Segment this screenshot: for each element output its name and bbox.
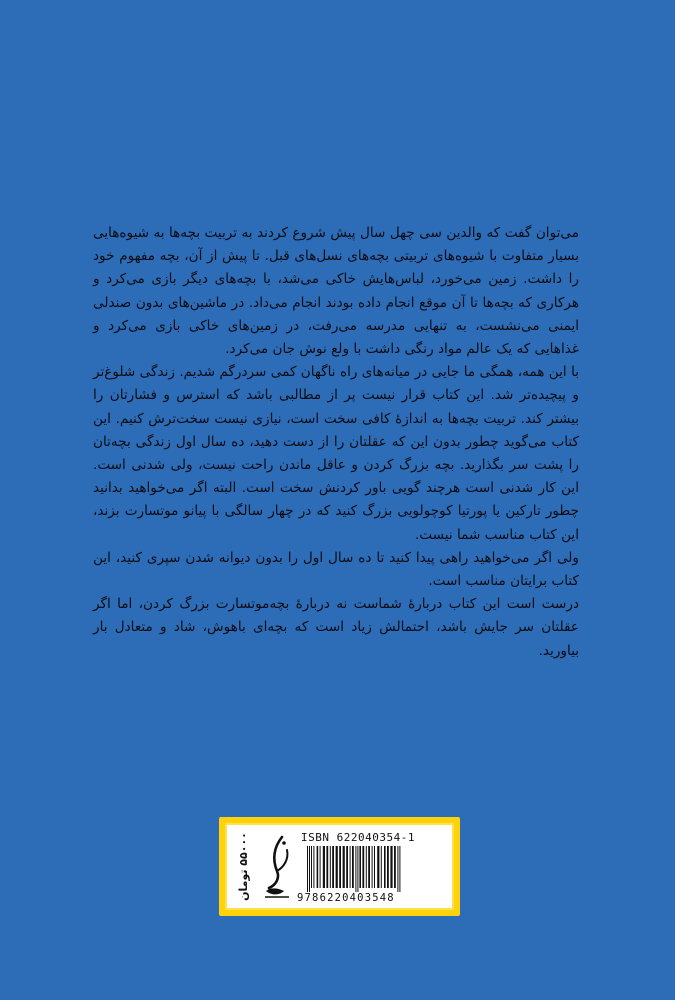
- price-barcode-sticker: [219, 817, 460, 916]
- barcode-bar: [384, 846, 386, 888]
- barcode-bar: [368, 846, 370, 888]
- barcode-bar: [313, 846, 314, 888]
- blurb-paragraph-3: ولی اگر می‌خواهید راهی پیدا کنید تا ده سال اول را بدون دیوانه شدن سپری کنید، این کتاب برایتان مناسب است.: [93, 549, 579, 590]
- barcode-bar: [350, 846, 351, 888]
- barcode-bar: [359, 846, 361, 888]
- price-label: [227, 825, 259, 908]
- isbn-label: ISBN 622040354-1: [301, 831, 415, 844]
- publisher-logo-icon: [260, 833, 294, 903]
- barcode-bar: [381, 846, 382, 888]
- barcode-bar: [366, 846, 367, 888]
- barcode-bar: [390, 846, 392, 888]
- barcode-bar: [309, 846, 310, 892]
- barcode-bar: [317, 846, 319, 888]
- blurb-paragraph-2: با این همه، همگی ما جایی در میانه‌های راه ناگهان کمی سردرگم شدیم. زندگی شلوغ‌تر و پیچیده‌تر شد. این کتاب قرار نیست پر از مطالبی باشد که استرس و فشارتان را بیشتر کند. تربیت بچه‌ها به اندازهٔ کافی سخت است، نیازی نیست سخت‌ترش کنیم. این کتاب می‌گوید چطور بدون این که عقلتان را از دست دهید، ده سال اول زندگی بچه‌تان را پشت سر بگذارید. بچه بزرگ کردن و عاقل ماندن راحت نیست، ولی شدنی است. این کار شدنی است هرچند گویی باور کردنش سخت است. البته اگر می‌خواهید بدانید چطور تارکین یا پورتیا کوچولویی بزرگ کنید که در چهار سالگی با پیانو موتسارت بزند، این کتاب مناسب شما نیست.: [93, 364, 579, 543]
- barcode-bar: [397, 846, 398, 892]
- barcode: [305, 846, 445, 892]
- barcode-bar: [339, 846, 341, 888]
- barcode-bar: [320, 846, 321, 888]
- barcode-bar: [346, 846, 348, 888]
- barcode-bar: [323, 846, 325, 888]
- barcode-bar: [372, 846, 373, 888]
- barcode-bar: [362, 846, 364, 888]
- barcode-bar: [336, 846, 338, 888]
- blurb-paragraph-4: درست است این کتاب دربارهٔ شماست نه دربارهٔ بچه‌موتسارت بزرگ کردن، اما اگر عقلتان سر جایش باشد، احتمالش زیاد است که بچه‌ای باهوش، شاد و متعادل بار بیاورید.: [93, 596, 579, 659]
- blurb-text: [93, 222, 579, 663]
- barcode-bar: [355, 846, 356, 892]
- barcode-bar: [352, 846, 354, 888]
- barcode-bar: [374, 846, 375, 888]
- barcode-bar: [377, 846, 379, 888]
- sticker-panel: [225, 823, 454, 910]
- barcode-bar: [332, 846, 334, 888]
- barcode-number: 9786220403548: [297, 892, 395, 904]
- price-text: ۵۵۰۰۰ تومان: [236, 832, 250, 901]
- barcode-bar: [326, 846, 328, 888]
- barcode-bar: [330, 846, 331, 888]
- barcode-bar: [387, 846, 389, 888]
- barcode-bar: [357, 846, 358, 892]
- barcode-bar: [311, 846, 312, 888]
- blurb-paragraph-1: می‌توان گفت که والدین سی چهل سال پیش شروع کردند به تربیت بچه‌ها به شیوه‌هایی بسیار متفاوت با شیوه‌های تربیتی بچه‌های نسل‌های قبل. تا پیش از آن، بچه مفهوم خود را داشت. زمین می‌خورد، لباس‌هایش خاکی می‌شد، با بچه‌های دیگر بازی می‌کرد و هرکاری که بچه‌ها تا آن موقع انجام داده بودند انجام می‌داد. در ماشین‌های بدون صندلی ایمنی می‌نشست، به تنهایی مدرسه می‌رفت، در زمین‌های خاکی بازی می‌کرد و غذاهایی که یک عالم مواد رنگی داشت با ولع نوش جان می‌کرد.: [93, 225, 579, 358]
- barcode-bar: [343, 846, 345, 888]
- barcode-bar: [394, 846, 396, 888]
- barcode-bar: [307, 846, 308, 892]
- barcode-bar: [399, 846, 400, 892]
